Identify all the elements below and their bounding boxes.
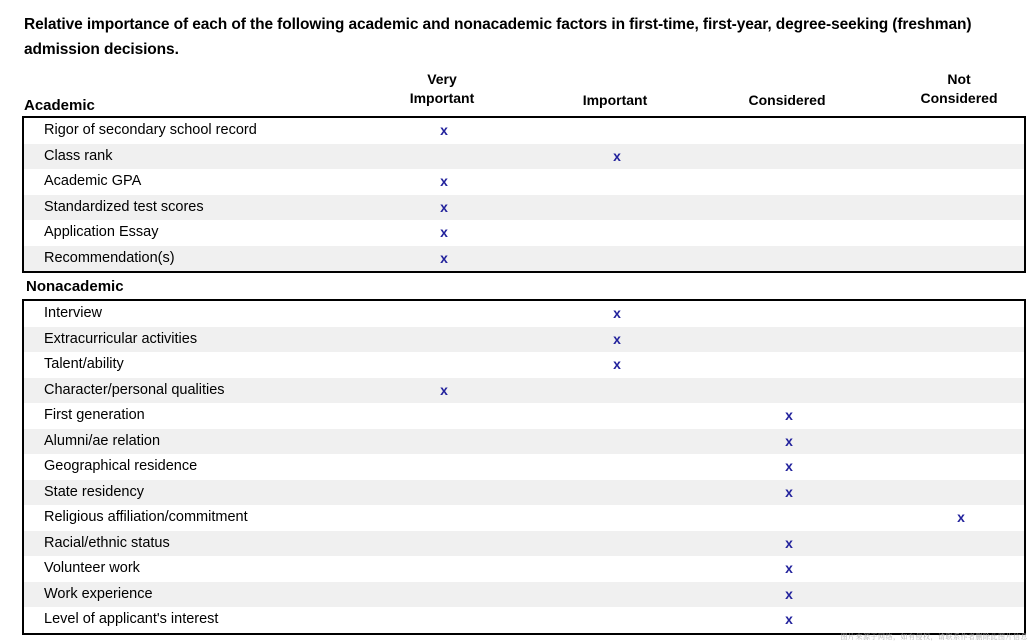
- rating-mark-considered: x: [785, 407, 793, 423]
- rating-mark-important: x: [613, 356, 621, 372]
- rating-mark-considered: x: [785, 458, 793, 474]
- rating-mark-considered: x: [785, 560, 793, 576]
- rating-mark-considered: x: [785, 432, 793, 449]
- factor-label: Religious affiliation/commitment: [44, 509, 248, 525]
- rating-mark-considered: x: [785, 534, 793, 551]
- table-row: [24, 607, 1024, 633]
- section-label-academic: Academic: [24, 97, 95, 114]
- table-row: [24, 118, 1024, 144]
- rating-mark-not-considered: x: [957, 509, 965, 525]
- table-row: [24, 352, 1024, 378]
- factor-label: Application Essay: [44, 224, 159, 240]
- factor-label: First generation: [44, 407, 145, 423]
- table-row: [24, 454, 1024, 480]
- table-row: [24, 582, 1024, 608]
- table-row: [24, 220, 1024, 246]
- table-row: [24, 378, 1024, 404]
- table-row: [24, 144, 1024, 170]
- rating-mark-considered: x: [785, 585, 793, 602]
- factor-label: Character/personal qualities: [44, 381, 225, 398]
- table-row: [24, 429, 1024, 455]
- factor-label: Geographical residence: [44, 458, 198, 474]
- factor-label: Talent/ability: [44, 356, 124, 372]
- column-header-very-important: Very Important: [409, 71, 475, 106]
- table-row: [24, 195, 1024, 221]
- rating-mark-very-important: x: [440, 198, 448, 215]
- table-row: [24, 505, 1024, 531]
- factor-label: Rigor of secondary school record: [44, 122, 257, 138]
- factor-label: Standardized test scores: [44, 198, 204, 215]
- factor-label: Level of applicant's interest: [44, 611, 219, 627]
- table-row: [24, 480, 1024, 506]
- rating-mark-considered: x: [785, 611, 793, 627]
- rating-mark-important: x: [613, 330, 621, 347]
- factor-label: Work experience: [44, 585, 153, 602]
- table-row: [24, 327, 1024, 353]
- table-row: [24, 301, 1024, 327]
- section-label-nonacademic: Nonacademic: [26, 278, 124, 295]
- rating-mark-very-important: x: [440, 224, 448, 240]
- table-row: [24, 556, 1024, 582]
- nonacademic-factors-table: [22, 299, 1026, 635]
- academic-factors-table: [22, 116, 1026, 273]
- table-row: [24, 246, 1024, 272]
- factor-label: State residency: [44, 483, 144, 500]
- page-title: Relative importance of each of the following academic and nonacademic factors in first-time, first-year, degree-seeking (freshman) admission decisions.: [24, 16, 972, 58]
- table-row: [24, 169, 1024, 195]
- factor-label: Extracurricular activities: [44, 330, 198, 347]
- rating-mark-very-important: x: [440, 122, 448, 138]
- column-header-important: Important: [582, 92, 648, 108]
- table-row: [24, 403, 1024, 429]
- column-header-not-considered: Not Considered: [920, 71, 998, 106]
- rating-mark-very-important: x: [440, 381, 448, 398]
- rating-mark-very-important: x: [440, 173, 448, 189]
- column-header-row: [20, 70, 1024, 116]
- factor-label: Alumni/ae relation: [44, 432, 161, 449]
- factor-label: Interview: [44, 305, 103, 321]
- rating-mark-important: x: [613, 305, 621, 321]
- rating-mark-considered: x: [785, 483, 793, 500]
- rating-mark-important: x: [613, 147, 621, 164]
- table-row: [24, 531, 1024, 557]
- factor-label: Recommendation(s): [44, 249, 175, 266]
- factor-label: Volunteer work: [44, 560, 140, 576]
- factor-label: Racial/ethnic status: [44, 534, 170, 551]
- factor-label: Academic GPA: [44, 173, 142, 189]
- watermark-note: 图片来源于网络，如有侵权，请联系作者删除此图片信息: [840, 634, 1028, 641]
- rating-mark-very-important: x: [440, 249, 448, 266]
- column-header-considered: Considered: [748, 92, 826, 108]
- factor-label: Class rank: [44, 147, 113, 164]
